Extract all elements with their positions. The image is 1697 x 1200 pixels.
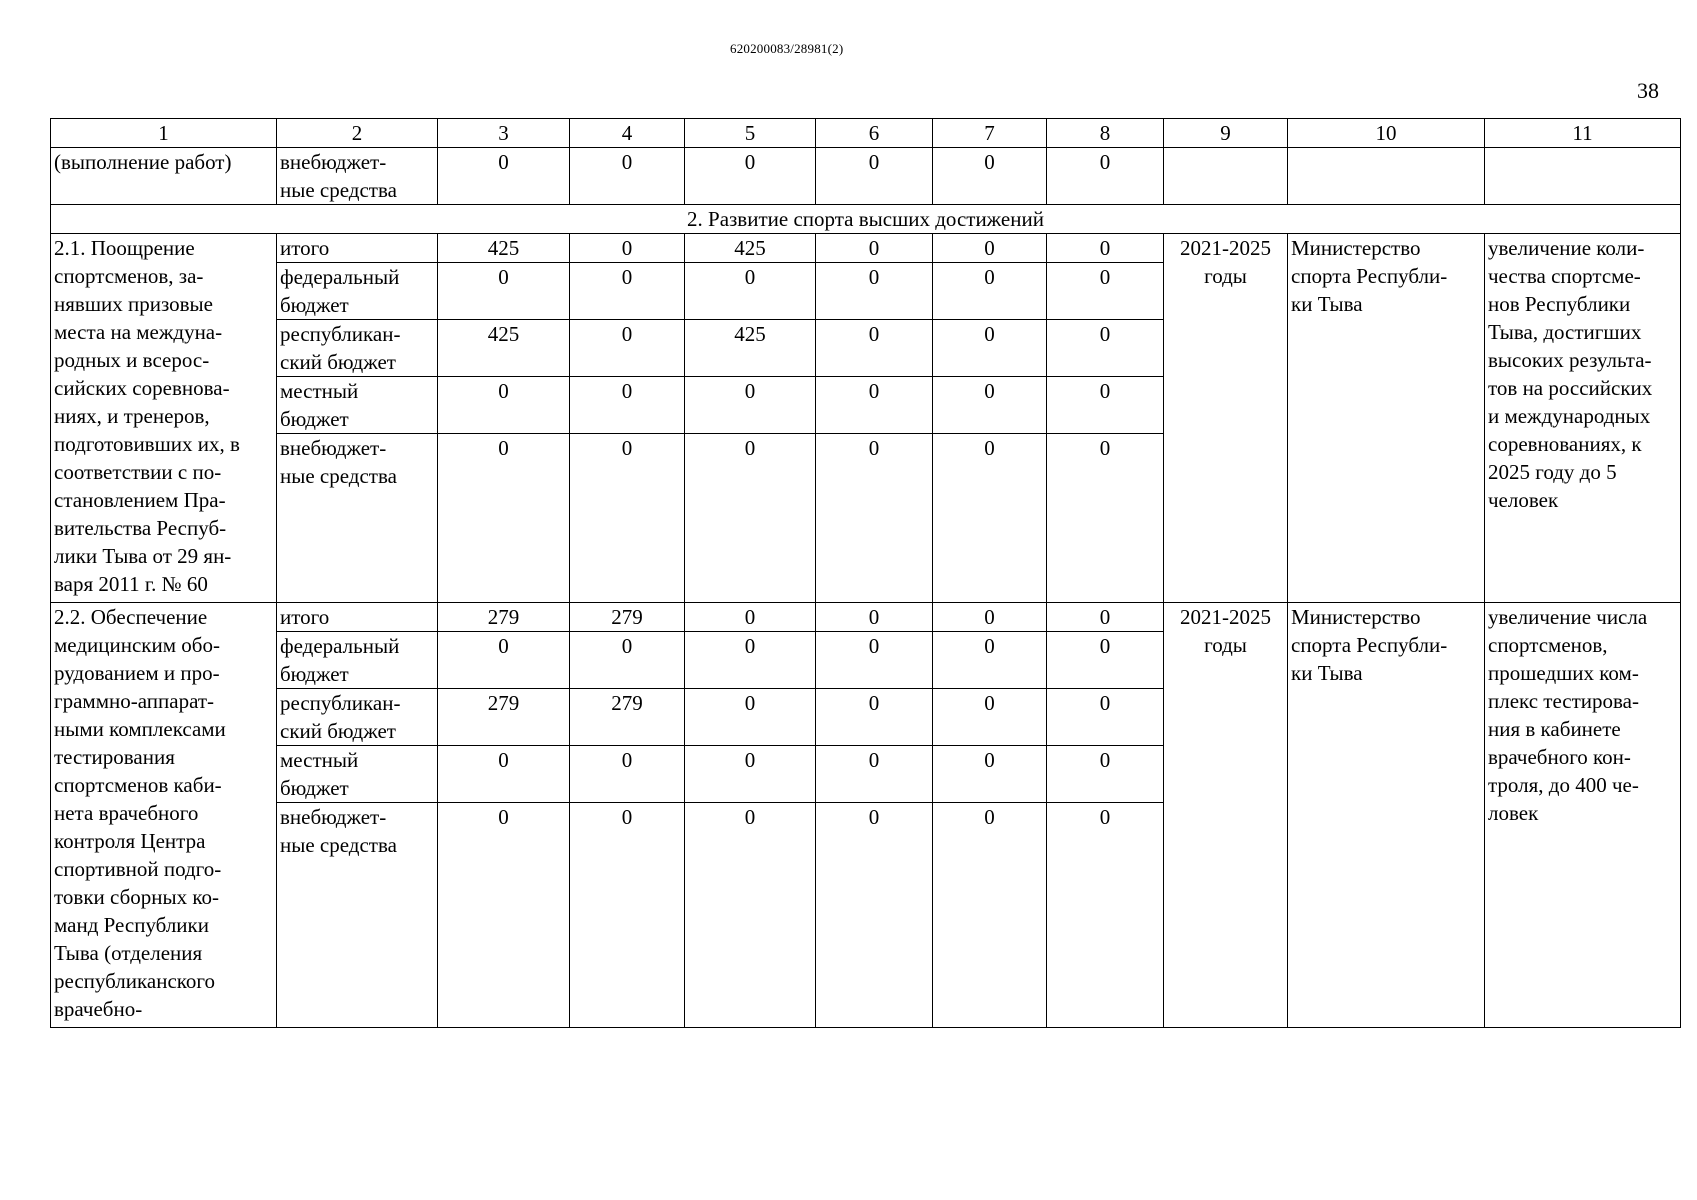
value-cell: 0 [816, 632, 933, 689]
value-cell: 279 [438, 689, 570, 746]
value-cell: 0 [933, 434, 1047, 603]
funding-source: итого [277, 603, 438, 632]
value-cell: 0 [933, 263, 1047, 320]
value-cell: 0 [438, 632, 570, 689]
value-cell: 425 [685, 320, 816, 377]
value-cell: 0 [1047, 234, 1164, 263]
value-cell: 0 [933, 234, 1047, 263]
value-cell: 0 [570, 746, 685, 803]
period-cell: 2021-2025 годы [1164, 603, 1288, 1028]
value-cell: 0 [1047, 320, 1164, 377]
value-cell: 0 [816, 746, 933, 803]
value-cell: 0 [685, 603, 816, 632]
value-cell: 0 [438, 434, 570, 603]
value-cell: 0 [1047, 632, 1164, 689]
funding-source: внебюджет- ные средства [277, 434, 438, 603]
header-row [51, 119, 1681, 148]
value-cell: 0 [1047, 377, 1164, 434]
value-cell: 0 [570, 803, 685, 1028]
page-number: 38 [1637, 78, 1659, 103]
value-cell: 0 [438, 148, 570, 205]
value-cell: 0 [438, 377, 570, 434]
header-cell: 5 [685, 119, 816, 148]
value-cell: 0 [685, 803, 816, 1028]
result-cell: увеличение числа спортсменов, прошедших ком- плекс тестирова- ния в кабинете врачебного кон- троля, до 400 че- ловек [1485, 603, 1681, 1028]
value-cell: 0 [570, 234, 685, 263]
value-cell: 0 [933, 803, 1047, 1028]
value-cell: 0 [933, 377, 1047, 434]
value-cell: 0 [816, 234, 933, 263]
value-cell: 425 [438, 234, 570, 263]
value-cell: 0 [1047, 263, 1164, 320]
header-cell: 7 [933, 119, 1047, 148]
program-measures-table [50, 118, 1681, 1028]
value-cell: 0 [685, 434, 816, 603]
funding-source: местный бюджет [277, 377, 438, 434]
value-cell: 0 [816, 148, 933, 205]
value-cell: 0 [570, 263, 685, 320]
funding-source: местный бюджет [277, 746, 438, 803]
value-cell: 279 [438, 603, 570, 632]
result-cell: увеличение коли- чества спортсме- нов Республики Тыва, достигших высоких результа- тов на российских и международных соревнованиях, к 2025 году до 5 человек [1485, 234, 1681, 603]
value-cell: 0 [816, 434, 933, 603]
value-cell: 279 [570, 689, 685, 746]
value-cell: 0 [570, 632, 685, 689]
section-title: 2. Развитие спорта высших достижений [51, 205, 1681, 234]
value-cell: 279 [570, 603, 685, 632]
document-registration-number: 620200083/28981(2) [730, 41, 844, 56]
header-cell: 10 [1288, 119, 1485, 148]
header-cell: 4 [570, 119, 685, 148]
executor-cell: Министерство спорта Республи- ки Тыва [1288, 234, 1485, 603]
table-row [51, 603, 1681, 632]
header-cell: 9 [1164, 119, 1288, 148]
section-row [51, 205, 1681, 234]
continuation-row [51, 148, 1681, 205]
funding-source: итого [277, 234, 438, 263]
value-cell: 0 [1047, 148, 1164, 205]
value-cell: 0 [816, 320, 933, 377]
value-cell: 0 [933, 746, 1047, 803]
executor-cell: Министерство спорта Республи- ки Тыва [1288, 603, 1485, 1028]
value-cell: 0 [438, 746, 570, 803]
value-cell: 0 [1047, 603, 1164, 632]
measure-description: 2.1. Поощрение спортсменов, за- нявших призовые места на междуна- родных и всерос- сийских соревнова- ниях, и тренеров, подготовивших их, в соответствии с по- становлением Пра- вительства Респуб- лики Тыва от 29 ян- варя 2011 г. № 60 [51, 234, 277, 603]
value-cell: 0 [1047, 746, 1164, 803]
executor-cell [1288, 148, 1485, 205]
value-cell: 0 [685, 377, 816, 434]
value-cell: 0 [438, 263, 570, 320]
value-cell: 0 [933, 320, 1047, 377]
measure-description: (выполнение работ) [51, 148, 277, 205]
value-cell: 0 [570, 377, 685, 434]
value-cell: 0 [685, 746, 816, 803]
header-cell: 8 [1047, 119, 1164, 148]
value-cell: 0 [685, 632, 816, 689]
value-cell: 0 [816, 803, 933, 1028]
value-cell: 0 [685, 689, 816, 746]
value-cell: 425 [685, 234, 816, 263]
value-cell: 0 [570, 434, 685, 603]
value-cell: 0 [933, 148, 1047, 205]
period-cell: 2021-2025 годы [1164, 234, 1288, 603]
header-cell: 6 [816, 119, 933, 148]
funding-source: республикан- ский бюджет [277, 320, 438, 377]
value-cell: 0 [933, 603, 1047, 632]
value-cell: 0 [816, 263, 933, 320]
header-cell: 1 [51, 119, 277, 148]
value-cell: 425 [438, 320, 570, 377]
value-cell: 0 [438, 803, 570, 1028]
funding-source: внебюджет- ные средства [277, 803, 438, 1028]
table-row [51, 234, 1681, 263]
value-cell: 0 [685, 148, 816, 205]
value-cell: 0 [933, 689, 1047, 746]
header-cell: 11 [1485, 119, 1681, 148]
value-cell: 0 [685, 263, 816, 320]
funding-source: республикан- ский бюджет [277, 689, 438, 746]
value-cell: 0 [1047, 803, 1164, 1028]
value-cell: 0 [570, 148, 685, 205]
period-cell [1164, 148, 1288, 205]
value-cell: 0 [816, 603, 933, 632]
result-cell [1485, 148, 1681, 205]
value-cell: 0 [816, 377, 933, 434]
value-cell: 0 [933, 632, 1047, 689]
header-cell: 2 [277, 119, 438, 148]
value-cell: 0 [570, 320, 685, 377]
value-cell: 0 [1047, 689, 1164, 746]
funding-source: федеральный бюджет [277, 263, 438, 320]
measure-description: 2.2. Обеспечение медицинским обо- рудованием и про- граммно-аппарат- ными комплексами тестирования спортсменов каби- нета врачебного контроля Центра спортивной подго- товки сборных ко- манд Республики Тыва (отделения республиканского врачебно- [51, 603, 277, 1028]
funding-source: федеральный бюджет [277, 632, 438, 689]
funding-source: внебюджет- ные средства [277, 148, 438, 205]
header-cell: 3 [438, 119, 570, 148]
value-cell: 0 [816, 689, 933, 746]
value-cell: 0 [1047, 434, 1164, 603]
